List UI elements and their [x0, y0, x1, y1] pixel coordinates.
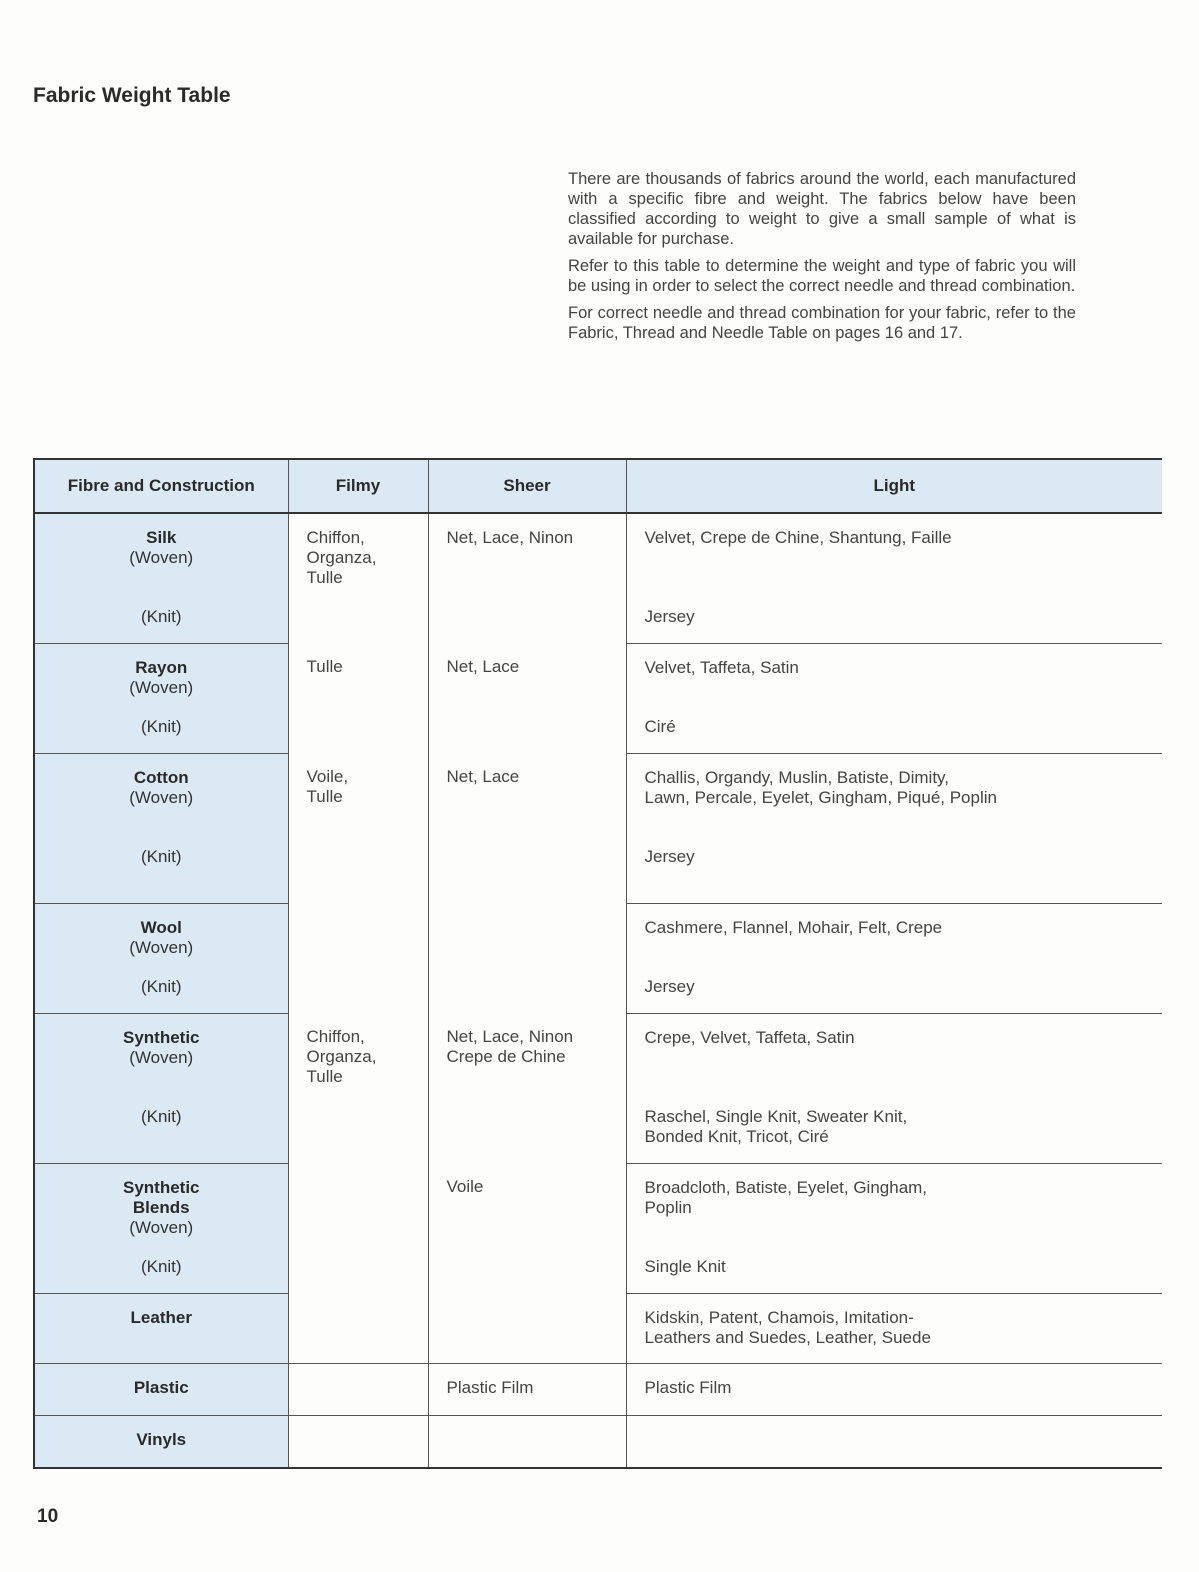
construction-label: (Knit) — [34, 593, 288, 643]
light-cell: Velvet, Taffeta, Satin — [626, 643, 1162, 703]
fibre-name: Plastic — [133, 1377, 189, 1397]
construction-label: (Woven) — [129, 787, 194, 807]
page-title: Fabric Weight Table — [33, 84, 231, 107]
header-filmy: Filmy — [288, 459, 428, 513]
light-cell — [626, 1415, 1162, 1468]
fibre-cell — [34, 1163, 288, 1243]
fibre-name: Wool — [140, 917, 182, 937]
light-cell: Cashmere, Flannel, Mohair, Felt, Crepe — [626, 903, 1162, 963]
sheer-cell — [428, 1293, 626, 1363]
fibre-cell — [34, 1415, 288, 1468]
filmy-cell: Chiffon, Organza, Tulle — [288, 1013, 428, 1163]
construction-label: (Woven) — [129, 1217, 194, 1237]
sheer-cell: Net, Lace — [428, 753, 626, 903]
fibre-cell — [34, 513, 288, 593]
table-row-silk-woven — [34, 513, 1162, 593]
construction-label: (Knit) — [34, 703, 288, 753]
fibre-name: Vinyls — [136, 1429, 187, 1449]
intro-paragraph: Refer to this table to determine the weight and type of fabric you will be using in order to select the correct needle and thread combination. — [568, 257, 1076, 295]
construction-label: (Woven) — [129, 677, 194, 697]
filmy-cell — [288, 903, 428, 1013]
fibre-name: Synthetic — [122, 1027, 200, 1047]
table-row-blends-woven — [34, 1163, 1162, 1243]
table-row-cotton-woven — [34, 753, 1162, 833]
fibre-name: Blends — [132, 1197, 190, 1217]
filmy-cell: Chiffon, Organza, Tulle — [288, 513, 428, 643]
fibre-cell — [34, 903, 288, 963]
filmy-cell — [288, 1415, 428, 1468]
intro-paragraph: There are thousands of fabrics around the world, each manufactured with a specific fibre and weight. The fabrics below have been classified according to weight to give a small sample of what is available for purchase. — [568, 170, 1076, 248]
sheer-cell — [428, 903, 626, 1013]
construction-label: (Woven) — [129, 1047, 194, 1067]
table-row-rayon-woven — [34, 643, 1162, 703]
light-cell: Raschel, Single Knit, Sweater Knit, Bonded Knit, Tricot, Ciré — [626, 1093, 1162, 1163]
filmy-cell — [288, 1293, 428, 1363]
light-cell: Jersey — [626, 963, 1162, 1013]
table-row-vinyls — [34, 1415, 1162, 1468]
construction-label: (Knit) — [34, 1243, 288, 1293]
construction-label: (Knit) — [34, 1093, 288, 1163]
fibre-name: Cotton — [133, 767, 189, 787]
sheer-cell: Plastic Film — [428, 1363, 626, 1415]
sheer-cell: Net, Lace, Ninon — [428, 513, 626, 643]
light-cell: Challis, Organdy, Muslin, Batiste, Dimity, Lawn, Percale, Eyelet, Gingham, Piqué, Poplin — [626, 753, 1162, 833]
fibre-name: Leather — [130, 1307, 192, 1327]
sheer-cell: Net, Lace — [428, 643, 626, 753]
table-row-plastic — [34, 1363, 1162, 1415]
header-sheer: Sheer — [428, 459, 626, 513]
table-row-leather — [34, 1293, 1162, 1363]
construction-label: (Knit) — [34, 833, 288, 903]
light-cell: Velvet, Crepe de Chine, Shantung, Faille — [626, 513, 1162, 593]
intro-text — [568, 169, 1076, 350]
sheer-cell: Voile — [428, 1163, 626, 1293]
light-cell: Plastic Film — [626, 1363, 1162, 1415]
fibre-name: Rayon — [135, 657, 188, 677]
intro-paragraph: For correct needle and thread combination for your fabric, refer to the Fabric, Thread and Needle Table on pages 16 and 17. — [568, 304, 1076, 342]
light-cell: Crepe, Velvet, Taffeta, Satin — [626, 1013, 1162, 1093]
sheer-cell: Net, Lace, Ninon Crepe de Chine — [428, 1013, 626, 1163]
construction-label: (Woven) — [129, 548, 194, 567]
fibre-cell — [34, 1363, 288, 1415]
fibre-cell — [34, 1293, 288, 1363]
light-cell: Kidskin, Patent, Chamois, Imitation- Leathers and Suedes, Leather, Suede — [626, 1293, 1162, 1363]
light-cell: Ciré — [626, 703, 1162, 753]
light-cell: Broadcloth, Batiste, Eyelet, Gingham, Poplin — [626, 1163, 1162, 1243]
light-cell: Jersey — [626, 833, 1162, 903]
fibre-cell — [34, 643, 288, 703]
header-light: Light — [626, 459, 1162, 513]
fibre-name: Synthetic — [122, 1177, 200, 1197]
filmy-cell — [288, 1163, 428, 1293]
construction-label: (Knit) — [34, 963, 288, 1013]
sheer-cell — [428, 1415, 626, 1468]
construction-label: (Woven) — [129, 937, 194, 957]
table-header-row — [34, 459, 1162, 513]
fibre-cell — [34, 1013, 288, 1093]
filmy-cell — [288, 1363, 428, 1415]
table-row-synthetic-woven — [34, 1013, 1162, 1093]
fabric-weight-table — [33, 458, 1162, 1469]
table-row-wool-woven — [34, 903, 1162, 963]
fibre-name: Silk — [146, 528, 177, 547]
filmy-cell: Voile, Tulle — [288, 753, 428, 903]
header-fibre: Fibre and Construction — [34, 459, 288, 513]
light-cell: Single Knit — [626, 1243, 1162, 1293]
fibre-cell — [34, 753, 288, 833]
page-number: 10 — [37, 1506, 59, 1527]
light-cell: Jersey — [626, 593, 1162, 643]
filmy-cell: Tulle — [288, 643, 428, 753]
